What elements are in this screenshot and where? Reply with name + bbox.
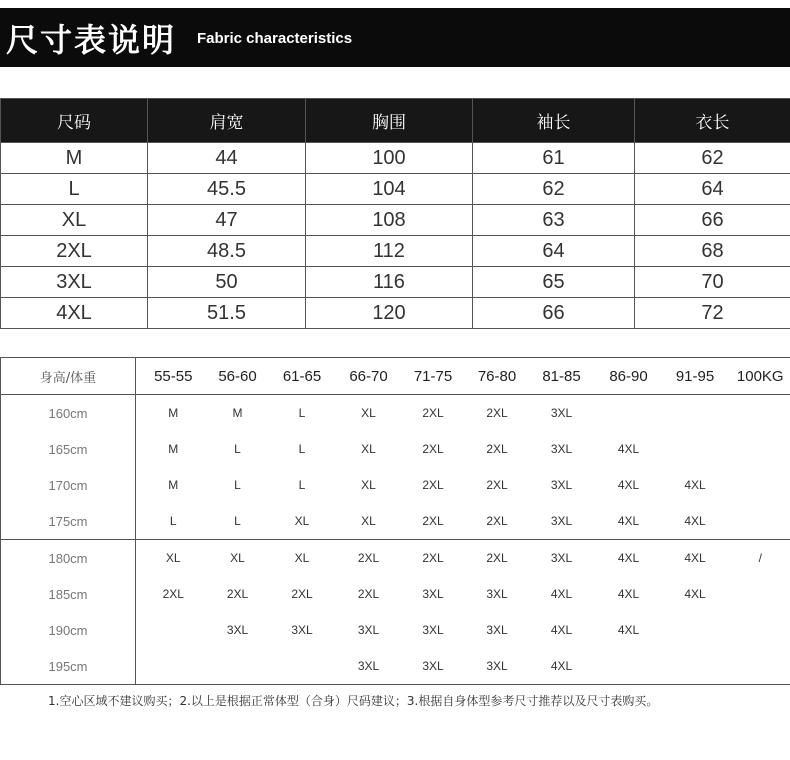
size-cell: 45.5 <box>148 174 306 205</box>
recommended-size-cell <box>731 395 790 432</box>
column-header-length: 衣长 <box>635 99 790 143</box>
size-cell: 65 <box>473 267 635 298</box>
size-cell: 61 <box>473 143 635 174</box>
size-cell: 112 <box>306 236 473 267</box>
recommended-size-cell: XL <box>361 478 376 492</box>
weight-column-header: 100KG <box>731 358 790 395</box>
size-row <box>1 267 790 298</box>
height-label: 170cm <box>1 467 136 503</box>
weight-column-header: 91-95 <box>660 358 731 395</box>
size-cell: 64 <box>635 174 790 205</box>
size-cell: 62 <box>473 174 635 205</box>
recommended-size-cell: 4XL <box>598 540 660 577</box>
weight-column-header: 76-80 <box>469 358 526 395</box>
recommended-size-cell <box>731 431 790 467</box>
size-recommendation-table <box>0 357 790 685</box>
recommended-size-cell: 4XL <box>684 587 706 601</box>
recommendation-body <box>1 395 790 685</box>
footnote: 1.空心区域不建议购买；2.以上是根据正常体型（合身）尺码建议；3.根据自身体型参考尺寸推荐以及尺寸表购买。 <box>48 694 659 708</box>
size-chart-table <box>0 98 790 329</box>
recommended-size-cell <box>731 576 790 612</box>
recommended-size-cell: 3XL <box>526 540 598 577</box>
recommended-size-cell: L <box>234 514 241 528</box>
size-row <box>1 298 790 329</box>
recommended-size-cell: L <box>234 478 241 492</box>
recommended-size-cell: 4XL <box>550 587 573 601</box>
recommended-size-cell: 2XL <box>469 540 526 577</box>
size-chart-header-row <box>1 99 790 143</box>
recommended-size-cell: XL <box>136 540 211 577</box>
recommended-size-cell <box>731 612 790 648</box>
height-label: 185cm <box>1 576 136 612</box>
recommended-size-cell: 4XL <box>660 540 731 577</box>
recommended-size-cell: 4XL <box>684 478 706 492</box>
recommended-size-cell: 2XL <box>422 442 444 456</box>
recommendation-row <box>1 431 790 467</box>
recommended-size-cell <box>660 395 731 432</box>
recommended-size-cell: L <box>298 406 306 420</box>
recommended-size-cell <box>598 395 660 432</box>
recommended-size-cell <box>598 648 660 685</box>
size-row <box>1 143 790 174</box>
size-cell: 72 <box>635 298 790 329</box>
recommended-size-cell <box>265 648 340 685</box>
recommended-size-cell: M <box>168 442 179 456</box>
recommended-size-cell: XL <box>211 540 265 577</box>
height-weight-corner: 身高/体重 <box>1 358 136 395</box>
recommended-size-cell: 3XL <box>550 478 573 492</box>
recommended-size-cell: M <box>168 406 179 420</box>
weight-column-header: 56-60 <box>211 358 265 395</box>
recommended-size-cell: 3XL <box>291 623 313 637</box>
banner-title: 尺寸表说明 <box>6 21 177 59</box>
size-cell: 51.5 <box>148 298 306 329</box>
recommended-size-cell: XL <box>361 442 376 456</box>
height-label: 165cm <box>1 431 136 467</box>
recommended-size-cell: 2XL <box>357 587 380 601</box>
recommended-size-cell <box>660 612 731 648</box>
recommended-size-cell <box>660 648 731 685</box>
recommended-size-cell: 2XL <box>291 587 313 601</box>
recommended-size-cell: 4XL <box>550 623 573 637</box>
column-header-sleeve: 袖长 <box>473 99 635 143</box>
weight-column-header: 66-70 <box>340 358 398 395</box>
size-cell: 108 <box>306 205 473 236</box>
recommendation-row <box>1 540 790 577</box>
recommended-size-cell <box>660 431 731 467</box>
size-cell: 44 <box>148 143 306 174</box>
recommended-size-cell: 2XL <box>486 406 508 420</box>
recommended-size-cell: 3XL <box>550 406 573 420</box>
recommended-size-cell: XL <box>294 514 310 528</box>
recommended-size-cell: L <box>298 442 306 456</box>
recommended-size-cell <box>136 648 211 685</box>
recommended-size-cell: 2XL <box>422 514 444 528</box>
recommended-size-cell: 3XL <box>486 659 508 673</box>
size-cell: 2XL <box>1 236 148 267</box>
recommended-size-cell: 4XL <box>617 587 640 601</box>
recommended-size-cell: L <box>234 442 241 456</box>
recommended-size-cell: 3XL <box>422 623 444 637</box>
size-cell: XL <box>1 205 148 236</box>
recommendation-row <box>1 612 790 648</box>
weight-column-header: 71-75 <box>398 358 469 395</box>
recommended-size-cell: 3XL <box>357 623 380 637</box>
header-banner <box>0 8 790 67</box>
weight-column-header: 86-90 <box>598 358 660 395</box>
size-cell: 64 <box>473 236 635 267</box>
height-label: 160cm <box>1 395 136 432</box>
recommended-size-cell <box>731 467 790 503</box>
recommended-size-cell: M <box>168 478 179 492</box>
recommendation-row <box>1 395 790 432</box>
recommended-size-cell: 2XL <box>340 540 398 577</box>
size-cell: 4XL <box>1 298 148 329</box>
size-cell: 48.5 <box>148 236 306 267</box>
column-header-shoulder: 肩宽 <box>148 99 306 143</box>
recommended-size-cell: 4XL <box>684 514 706 528</box>
recommended-size-cell: 3XL <box>357 659 380 673</box>
recommended-size-cell: 4XL <box>617 478 640 492</box>
size-cell: 3XL <box>1 267 148 298</box>
recommended-size-cell: 4XL <box>617 514 640 528</box>
weight-column-header: 81-85 <box>526 358 598 395</box>
banner-subtitle: Fabric characteristics <box>197 30 353 47</box>
size-cell: 70 <box>635 267 790 298</box>
size-cell: 66 <box>473 298 635 329</box>
recommended-size-cell: M <box>232 406 243 420</box>
size-row <box>1 236 790 267</box>
recommended-size-cell: 3XL <box>486 623 508 637</box>
column-header-chest: 胸围 <box>306 99 473 143</box>
height-label: 175cm <box>1 503 136 540</box>
recommended-size-cell: 3XL <box>486 587 508 601</box>
recommended-size-cell: 2XL <box>486 442 508 456</box>
recommended-size-cell: 2XL <box>486 514 508 528</box>
recommended-size-cell: L <box>298 478 306 492</box>
weight-column-header: 61-65 <box>265 358 340 395</box>
recommended-size-cell: 3XL <box>422 659 444 673</box>
recommendation-row <box>1 576 790 612</box>
recommendation-row <box>1 503 790 540</box>
recommended-size-cell: XL <box>265 540 340 577</box>
recommended-size-cell: 2XL <box>162 587 184 601</box>
column-header-size: 尺码 <box>1 99 148 143</box>
size-cell: 62 <box>635 143 790 174</box>
height-label: 180cm <box>1 540 136 577</box>
recommended-size-cell: 2XL <box>422 478 444 492</box>
size-cell: L <box>1 174 148 205</box>
recommended-size-cell: 2XL <box>226 587 249 601</box>
size-cell: M <box>1 143 148 174</box>
recommended-size-cell: 3XL <box>226 623 249 637</box>
weight-column-header: 55-55 <box>136 358 211 395</box>
recommended-size-cell: XL <box>361 514 376 528</box>
recommended-size-cell: L <box>169 514 177 528</box>
recommended-size-cell: / <box>731 540 790 577</box>
size-row <box>1 205 790 236</box>
recommended-size-cell: 2XL <box>486 478 508 492</box>
recommended-size-cell: 4XL <box>617 623 640 637</box>
recommended-size-cell: 4XL <box>617 442 640 456</box>
recommended-size-cell <box>731 648 790 685</box>
size-cell: 47 <box>148 205 306 236</box>
size-cell: 100 <box>306 143 473 174</box>
height-label: 195cm <box>1 648 136 685</box>
recommendation-row <box>1 467 790 503</box>
recommended-size-cell <box>211 648 265 685</box>
size-cell: 116 <box>306 267 473 298</box>
recommended-size-cell <box>731 503 790 540</box>
recommended-size-cell: XL <box>361 406 376 420</box>
recommended-size-cell <box>136 612 211 648</box>
recommendation-header-row <box>1 358 790 395</box>
size-cell: 50 <box>148 267 306 298</box>
recommended-size-cell: 2XL <box>422 406 444 420</box>
size-cell: 104 <box>306 174 473 205</box>
size-cell: 66 <box>635 205 790 236</box>
size-chart-body <box>1 143 790 329</box>
recommendation-row <box>1 648 790 685</box>
recommended-size-cell: 2XL <box>398 540 469 577</box>
size-cell: 120 <box>306 298 473 329</box>
recommended-size-cell: 3XL <box>422 587 444 601</box>
recommended-size-cell: 3XL <box>550 514 573 528</box>
height-label: 190cm <box>1 612 136 648</box>
size-row <box>1 174 790 205</box>
recommended-size-cell: 3XL <box>550 442 573 456</box>
size-cell: 63 <box>473 205 635 236</box>
recommended-size-cell: 4XL <box>550 659 573 673</box>
size-cell: 68 <box>635 236 790 267</box>
